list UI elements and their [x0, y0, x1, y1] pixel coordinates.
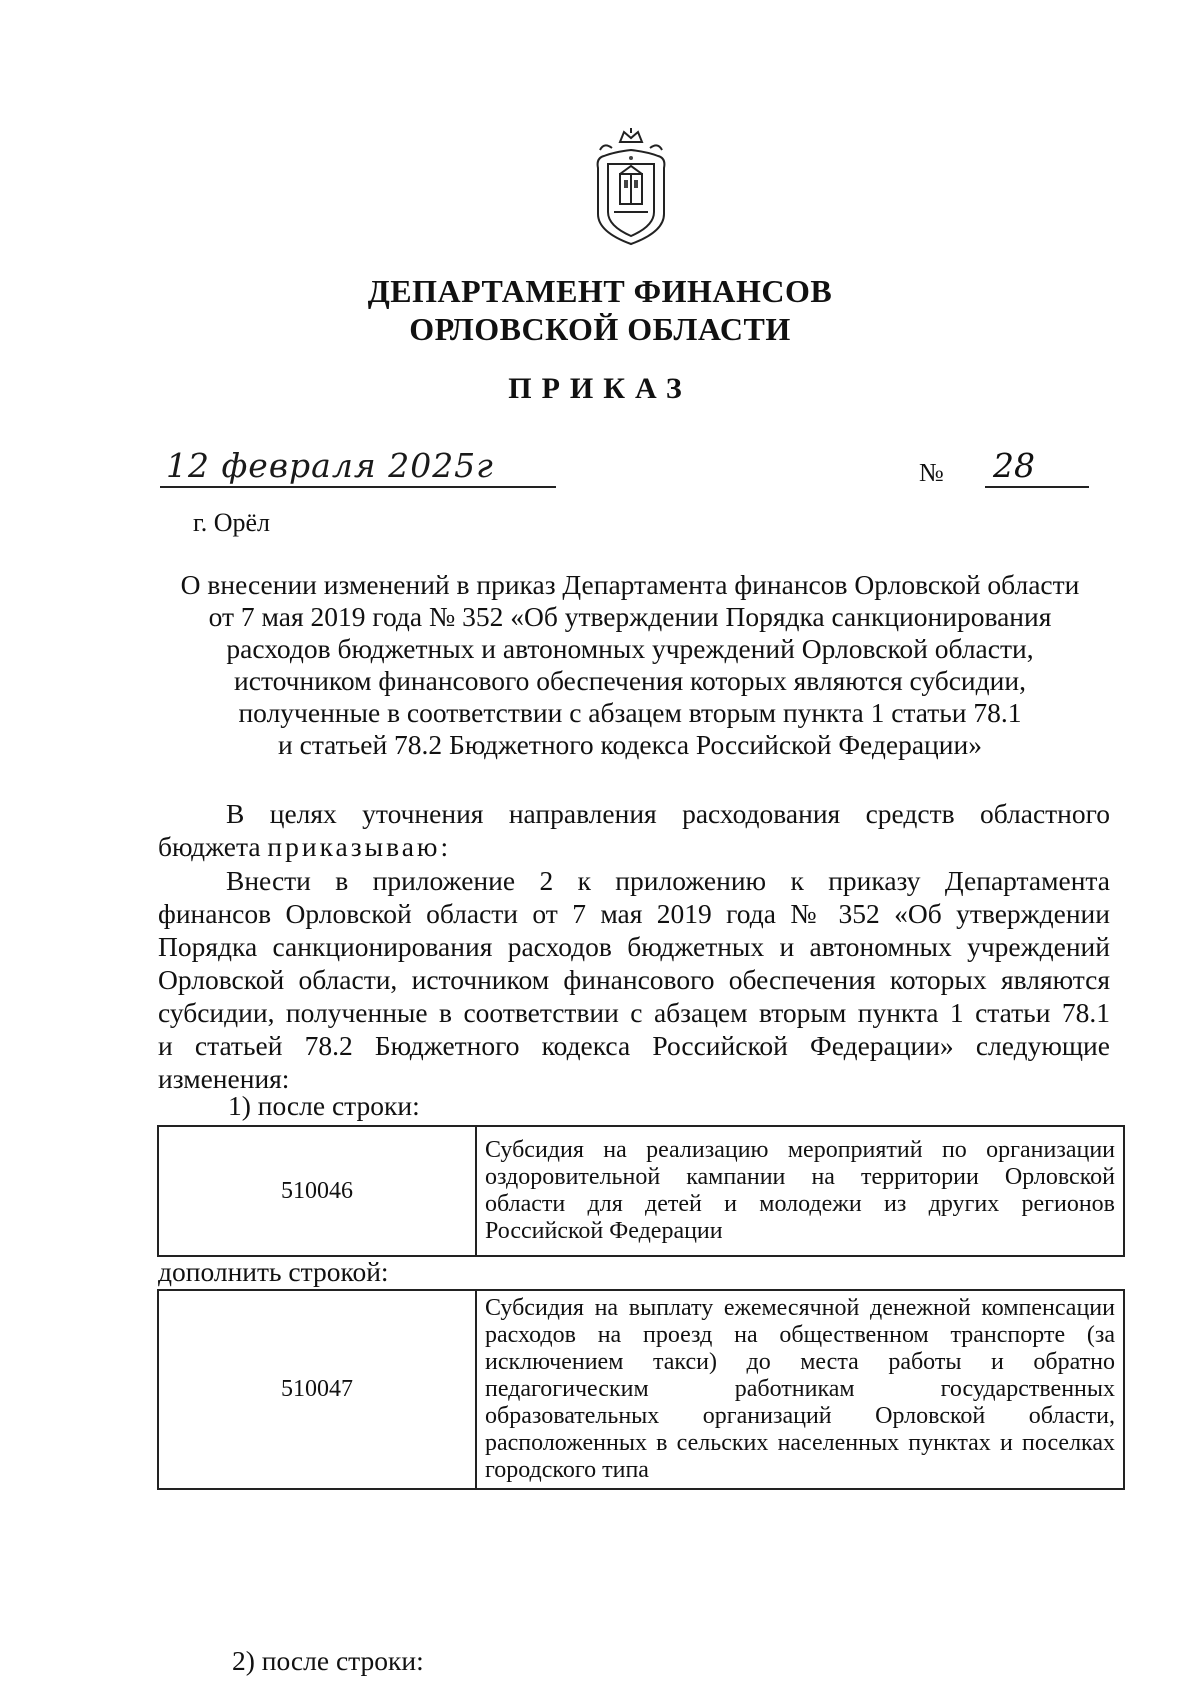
subject-line: расходов бюджетных и автономных учреждений Орловской области,: [226, 633, 1034, 664]
item-2-label: 2) после строки:: [232, 1645, 424, 1676]
handwritten-date: 12 февраля 2025г: [160, 446, 556, 488]
subject-line: от 7 мая 2019 года № 352 «Об утверждении Порядка санкционирования: [208, 601, 1052, 632]
description-line: городского типа: [485, 1457, 649, 1483]
budget-code-cell: 510047: [158, 1290, 476, 1489]
number-label: №: [919, 458, 944, 487]
subject-line: О внесении изменений в приказ Департамента финансов Орловской области: [180, 569, 1080, 600]
description-line: Субсидия на реализацию мероприятий по организации: [485, 1137, 1115, 1163]
department-name-line2: ОРЛОВСКОЙ ОБЛАСТИ: [409, 311, 791, 347]
preamble-paragraph: [158, 797, 1110, 863]
description-cell: [476, 1290, 1124, 1489]
coat-of-arms-icon: [590, 128, 672, 248]
item-1-label: 1) после строки:: [228, 1090, 420, 1121]
changes-paragraph: [158, 864, 1110, 1095]
body-line: субсидии, полученные в соответствии с абзацем вторым пункта 1 статьи 78.1: [158, 997, 1110, 1028]
body-line: Орловской области, источником финансового обеспечения которых являются: [158, 964, 1110, 995]
body-line: В целях уточнения направления расходования средств областного: [226, 798, 1110, 829]
table-row: [158, 1290, 1124, 1489]
body-text: бюджета: [158, 831, 268, 862]
description-line: области для детей и молодежи из других регионов: [485, 1191, 1115, 1217]
description-line: исключением такси) до места работы и обратно: [485, 1349, 1115, 1375]
handwritten-number: 28: [985, 446, 1089, 488]
body-line: изменения:: [158, 1063, 290, 1094]
department-name-line1: ДЕПАРТАМЕНТ ФИНАНСОВ: [367, 273, 833, 309]
order-subject: [150, 569, 1110, 761]
subject-line: полученные в соответствии с абзацем вторым пункта 1 статьи 78.1: [238, 697, 1022, 728]
existing-row-table: [157, 1125, 1125, 1257]
body-line: финансов Орловской области от 7 мая 2019 года № 352 «Об утверждении: [158, 898, 1110, 929]
body-line: [158, 830, 1110, 863]
add-row-label: дополнить строкой:: [158, 1256, 389, 1287]
new-row-table: [157, 1289, 1125, 1490]
table-row: [158, 1126, 1124, 1256]
description-cell: [476, 1126, 1124, 1256]
order-keyword: приказываю:: [267, 831, 452, 862]
description-line: Субсидия на выплату ежемесячной денежной компенсации: [485, 1295, 1115, 1321]
subject-line: и статьей 78.2 Бюджетного кодекса Российской Федерации»: [278, 729, 982, 760]
description-line: расположенных в сельских населенных пунктах и поселках: [485, 1430, 1115, 1456]
city-name: г. Орёл: [193, 508, 271, 537]
description-line: расходов на проезд на общественном транспорте (за: [485, 1322, 1115, 1348]
body-line: Порядка санкционирования расходов бюджетных и автономных учреждений: [158, 931, 1110, 962]
description-line: Российской Федерации: [485, 1218, 723, 1244]
budget-code-cell: 510046: [158, 1126, 476, 1256]
body-line: и статьей 78.2 Бюджетного кодекса Российской Федерации» следующие: [158, 1030, 1110, 1061]
description-line: педагогическим работникам государственных: [485, 1376, 1115, 1402]
document-type-title: ПРИКАЗ: [508, 372, 692, 405]
body-line: Внести в приложение 2 к приложению к приказу Департамента: [226, 865, 1110, 896]
description-line: образовательных организаций Орловской области,: [485, 1403, 1115, 1429]
description-line: оздоровительной кампании на территории Орловской: [485, 1164, 1115, 1190]
subject-line: источником финансового обеспечения которых являются субсидии,: [234, 665, 1026, 696]
